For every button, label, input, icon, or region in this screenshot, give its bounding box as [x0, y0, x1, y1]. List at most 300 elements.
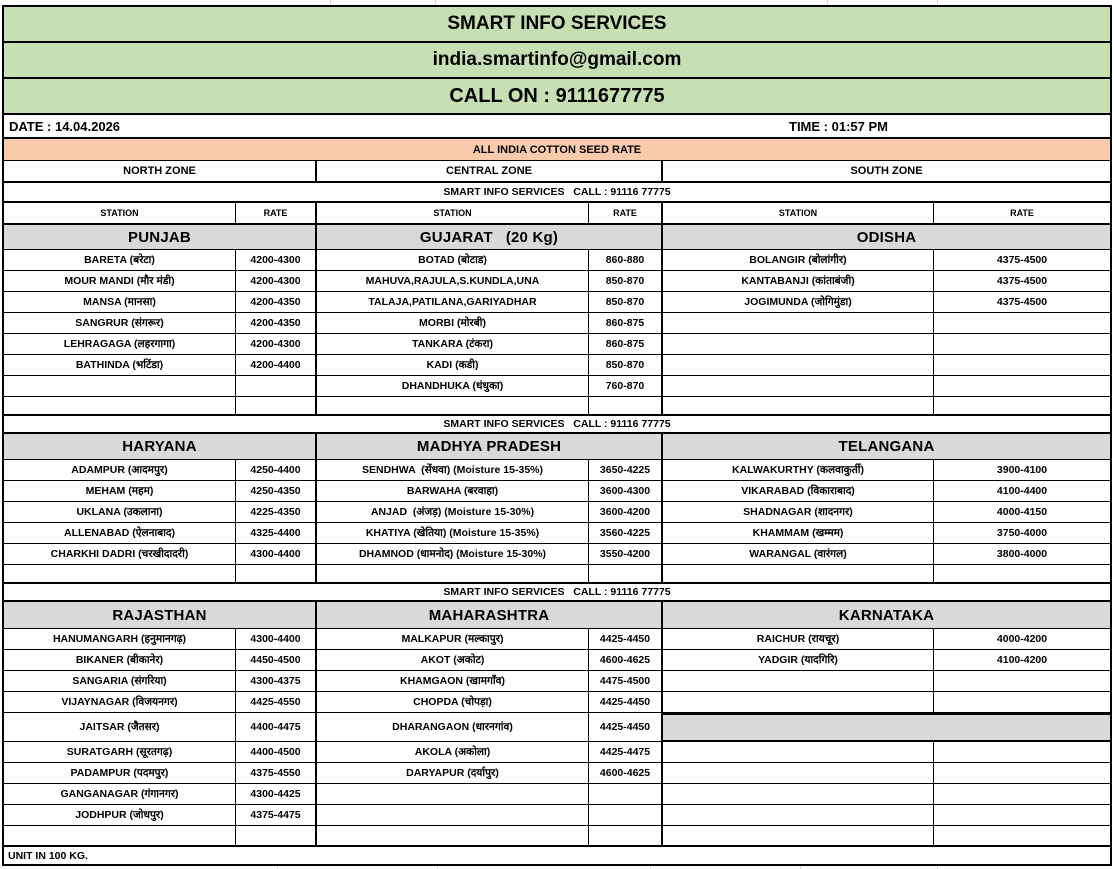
rate-value: 4450-4500 [250, 653, 301, 666]
rate-value: 860-875 [605, 337, 645, 350]
station-name: GANGANAGAR (गंगानगर) [60, 787, 179, 800]
rate-value: 4425-4450 [599, 632, 651, 645]
rate-cell [589, 376, 663, 397]
rate-cell [934, 826, 1110, 845]
station-name: WARANGAL (वारंगल) [749, 547, 847, 560]
station-name: KHAMGAON (खामगाँव) [400, 674, 505, 687]
station-cell [317, 805, 589, 826]
rate-value: 3600-4200 [599, 505, 651, 518]
rate-cell [236, 565, 317, 582]
station-header-label: STATION [778, 207, 818, 218]
rate-cell [589, 565, 663, 582]
rate-value: 4475-4500 [599, 674, 651, 687]
station-cell [4, 250, 236, 271]
rate-sheet-table [2, 5, 1112, 866]
station-name: KANTABANJI (कांताबंजी) [741, 274, 855, 287]
rate-cell [236, 629, 317, 650]
rate-cell [236, 313, 317, 334]
rates-grid-section-1 [4, 250, 1110, 414]
rate-column-header [589, 203, 663, 223]
rate-cell [589, 271, 663, 292]
rate-value: 4425-4475 [599, 745, 651, 758]
rate-value: 4375-4550 [250, 766, 301, 779]
station-name: MORBI (मोरबी) [419, 316, 486, 329]
station-cell [317, 544, 589, 565]
rate-value: 4200-4300 [250, 337, 301, 350]
rate-cell [934, 692, 1110, 713]
rate-cell [589, 671, 663, 692]
station-name: DHAMNOD (धामनोद) (Moisture 15-30%) [358, 547, 547, 560]
station-name: UKLANA (उकलाना) [76, 505, 163, 518]
rate-banner [4, 139, 1110, 161]
rate-value: 4425-4550 [250, 695, 301, 708]
rate-cell [934, 742, 1110, 763]
rate-value: 4300-4375 [250, 674, 301, 687]
rate-cell [236, 713, 317, 742]
station-cell [4, 397, 236, 414]
station-column-header [317, 203, 589, 223]
rate-cell [589, 334, 663, 355]
station-cell [317, 826, 589, 845]
station-cell [4, 805, 236, 826]
station-cell [663, 763, 934, 784]
state-label: HARYANA [122, 438, 197, 455]
rate-cell [934, 292, 1110, 313]
station-cell [4, 692, 236, 713]
rate-value: 4200-4300 [250, 253, 301, 266]
rate-value: 4325-4400 [250, 526, 301, 539]
rate-cell [934, 460, 1110, 481]
station-cell [4, 763, 236, 784]
rate-value: 760-870 [605, 379, 645, 392]
station-name: SENDHWA (सेंधवा) (Moisture 15-35%) [362, 463, 543, 476]
station-name: MANSA (मानसा) [83, 295, 156, 308]
station-name: TANKARA (टंकरा) [411, 337, 494, 350]
rate-value: 4200-4300 [250, 274, 301, 287]
rate-value: 4000-4200 [996, 632, 1048, 645]
rate-value: 850-870 [605, 274, 645, 287]
zone-header-north [4, 161, 317, 181]
station-cell [317, 742, 589, 763]
rate-value: 4400-4475 [250, 720, 301, 733]
rate-value: 3550-4200 [599, 547, 651, 560]
rate-header-label: RATE [1010, 207, 1034, 218]
state-header-maharashtra [317, 602, 663, 628]
state-header-row-2 [4, 434, 1110, 460]
rate-cell [589, 650, 663, 671]
station-cell [663, 629, 934, 650]
unit-note: UNIT IN 100 KG. [8, 849, 88, 862]
rates-grid-section-3 [4, 629, 1110, 845]
rate-cell [934, 502, 1110, 523]
rate-cell [934, 376, 1110, 397]
station-cell [663, 650, 934, 671]
rate-value: 860-880 [605, 253, 645, 266]
rate-cell [589, 355, 663, 376]
rate-value: 4600-4625 [599, 766, 651, 779]
time-label: TIME : 01:57 PM [789, 118, 888, 134]
station-name: SANGARIA (संगरिया) [72, 674, 167, 687]
rate-value: 3800-4000 [996, 547, 1048, 560]
station-cell [317, 376, 589, 397]
station-cell [663, 355, 934, 376]
station-cell [4, 784, 236, 805]
station-cell [317, 334, 589, 355]
state-header-telangana [663, 434, 1110, 459]
station-cell [663, 826, 934, 845]
station-cell [317, 565, 589, 582]
rate-cell [934, 629, 1110, 650]
station-cell [663, 313, 934, 334]
station-name: CHOPDA (चोपड़ा) [413, 695, 492, 708]
rate-value: 860-875 [605, 316, 645, 329]
zone-header-south [663, 161, 1110, 181]
station-cell [4, 671, 236, 692]
rate-value: 4375-4500 [996, 274, 1048, 287]
state-label: PUNJAB [128, 228, 191, 246]
rate-cell [589, 763, 663, 784]
rate-cell [589, 692, 663, 713]
station-name: CHARKHI DADRI (चरखीदादरी) [50, 547, 189, 560]
state-header-punjab [4, 225, 317, 249]
station-column-header [4, 203, 236, 223]
company-phone-row [4, 79, 1110, 115]
station-name: JAITSAR (जैतसर) [79, 720, 160, 733]
rate-cell [934, 671, 1110, 692]
station-cell [4, 629, 236, 650]
station-cell [663, 671, 934, 692]
rate-value: 3560-4225 [599, 526, 651, 539]
state-header-row-3 [4, 602, 1110, 629]
rate-value: 4225-4350 [250, 505, 301, 518]
rate-value: 850-870 [605, 358, 645, 371]
separator-row [4, 582, 1110, 602]
station-name: KHAMMAM (खम्मम) [752, 526, 844, 539]
rate-cell [934, 784, 1110, 805]
station-cell [663, 250, 934, 271]
rate-cell [934, 334, 1110, 355]
station-name: AKOT (अकोट) [420, 653, 485, 666]
separator-text: SMART INFO SERVICES CALL : 91116 77775 [443, 418, 671, 430]
station-cell [4, 355, 236, 376]
rate-cell [236, 763, 317, 784]
station-name: KHATIYA (खेतिया) (Moisture 15-35%) [365, 526, 540, 539]
station-cell [663, 292, 934, 313]
rate-cell [236, 742, 317, 763]
rate-cell [236, 376, 317, 397]
station-header-label: STATION [433, 207, 472, 218]
station-cell [4, 313, 236, 334]
rate-cell [589, 313, 663, 334]
rate-cell [589, 742, 663, 763]
station-cell [4, 481, 236, 502]
station-cell [317, 671, 589, 692]
date-label: DATE : 14.04.2026 [9, 118, 121, 134]
rate-cell [236, 460, 317, 481]
rate-cell [589, 481, 663, 502]
station-cell [4, 292, 236, 313]
station-name: YADGIR (यादगिरि) [758, 653, 838, 666]
state-header-row-1 [4, 225, 1110, 250]
station-name: MAHUVA,RAJULA,S.KUNDLA,UNA [365, 274, 540, 287]
station-cell [4, 271, 236, 292]
rate-value: 4375-4500 [996, 295, 1048, 308]
rate-cell [589, 523, 663, 544]
rate-cell [236, 355, 317, 376]
rate-cell [236, 544, 317, 565]
station-name: JOGIMUNDA (जोगिमुंडा) [744, 295, 852, 308]
station-name: TALAJA,PATILANA,GARIYADHAR [368, 295, 537, 308]
separator-row [4, 183, 1110, 203]
station-cell [663, 523, 934, 544]
station-cell [663, 805, 934, 826]
station-cell [317, 292, 589, 313]
station-cell [4, 334, 236, 355]
station-cell [4, 565, 236, 582]
rate-cell [589, 805, 663, 826]
rate-cell [236, 334, 317, 355]
unit-note-row [4, 845, 1110, 864]
station-cell [663, 502, 934, 523]
station-name: DHANDHUKA (धंधुका) [401, 379, 504, 392]
rate-cell [934, 565, 1110, 582]
rate-value: 3650-4225 [599, 463, 651, 476]
date-time-row [4, 115, 1110, 139]
state-header-madhya-pradesh [317, 434, 663, 459]
station-name: PADAMPUR (पदमपुर) [70, 766, 169, 779]
rate-value: 4200-4350 [250, 295, 301, 308]
station-name: DHARANGAON (धारनगांव) [392, 720, 513, 733]
station-name: BARETA (बरेटा) [84, 253, 155, 266]
rate-cell [934, 481, 1110, 502]
rate-value: 4200-4350 [250, 316, 301, 329]
station-name: SURATGARH (सूरतगढ़) [66, 745, 173, 758]
station-cell [317, 271, 589, 292]
station-name: BIKANER (बीकानेर) [75, 653, 164, 666]
separator-row [4, 414, 1110, 434]
rate-cell [236, 271, 317, 292]
rate-header-label: RATE [613, 207, 637, 218]
rate-cell [934, 397, 1110, 414]
station-cell [317, 763, 589, 784]
station-name: SHADNAGAR (शादनगर) [743, 505, 853, 518]
station-cell [317, 313, 589, 334]
rate-value: 4425-4450 [599, 720, 651, 733]
rate-value: 4300-4400 [250, 547, 301, 560]
state-label: GUJARAT (20 Kg) [419, 228, 559, 246]
rate-cell [589, 397, 663, 414]
station-cell [4, 376, 236, 397]
station-name: ANJAD (अंजड़) (Moisture 15-30%) [370, 505, 535, 518]
rate-banner-label: ALL INDIA COTTON SEED RATE [472, 143, 642, 156]
state-header-odisha [663, 225, 1110, 249]
rate-value: 3750-4000 [996, 526, 1048, 539]
rate-value: 4300-4425 [250, 787, 301, 800]
rate-cell [236, 502, 317, 523]
rate-cell [589, 713, 663, 742]
station-name: HANUMANGARH (हनुमानगढ़) [52, 632, 187, 645]
rate-cell [934, 250, 1110, 271]
station-cell [317, 692, 589, 713]
station-cell [317, 502, 589, 523]
rate-cell [934, 523, 1110, 544]
station-cell [4, 713, 236, 742]
rates-grid-section-2 [4, 460, 1110, 582]
station-cell [663, 397, 934, 414]
rate-value: 4100-4400 [996, 484, 1048, 497]
zone-header-central [317, 161, 663, 181]
rate-value: 4375-4500 [996, 253, 1048, 266]
station-name: ADAMPUR (आदमपुर) [71, 463, 168, 476]
rate-cell [236, 292, 317, 313]
rate-cell [589, 826, 663, 845]
rate-cell [589, 544, 663, 565]
rate-cell [236, 692, 317, 713]
station-name: MOUR MANDI (मौर मंडी) [64, 274, 175, 287]
rate-value: 850-870 [605, 295, 645, 308]
rate-cell [236, 650, 317, 671]
station-cell [663, 460, 934, 481]
station-name: DARYAPUR (दर्यापुर) [406, 766, 499, 779]
company-email-row [4, 43, 1110, 79]
state-label: MAHARASHTRA [428, 606, 550, 624]
station-name: BOLANGIR (बोलांगीर) [749, 253, 847, 266]
rate-column-header [934, 203, 1110, 223]
rate-value: 4200-4400 [250, 358, 301, 371]
rate-value: 4000-4150 [996, 505, 1048, 518]
station-cell [317, 460, 589, 481]
rate-value: 4600-4625 [599, 653, 651, 666]
station-cell [663, 565, 934, 582]
station-cell [317, 650, 589, 671]
zone-central-label: CENTRAL ZONE [446, 164, 532, 177]
station-header-label: STATION [100, 207, 139, 218]
station-name: MALKAPUR (मल्कापुर) [401, 632, 504, 645]
rate-cell [236, 671, 317, 692]
rate-cell [236, 784, 317, 805]
shaded-empty-band [663, 713, 1110, 742]
rate-value: 3900-4100 [996, 463, 1048, 476]
station-cell [663, 742, 934, 763]
rate-cell [589, 784, 663, 805]
state-label: RAJASTHAN [112, 606, 207, 624]
station-name: BOTAD (बोटाड) [418, 253, 487, 266]
rate-cell [589, 250, 663, 271]
rate-cell [236, 826, 317, 845]
station-cell [4, 544, 236, 565]
station-cell [317, 523, 589, 544]
station-cell [4, 650, 236, 671]
station-cell [4, 826, 236, 845]
zone-header-row [4, 161, 1110, 183]
zone-north-label: NORTH ZONE [123, 164, 196, 177]
rate-cell [589, 460, 663, 481]
company-email: india.smartinfo@gmail.com [432, 49, 682, 70]
rate-cell [934, 763, 1110, 784]
station-cell [317, 481, 589, 502]
company-title-row [4, 7, 1110, 43]
rate-cell [236, 805, 317, 826]
station-cell [663, 544, 934, 565]
rate-value: 4300-4400 [250, 632, 301, 645]
rate-value: 4250-4400 [250, 463, 301, 476]
station-cell [663, 692, 934, 713]
rate-cell [934, 313, 1110, 334]
state-header-gujarat [317, 225, 663, 249]
rate-value: 4250-4350 [250, 484, 301, 497]
separator-text: SMART INFO SERVICES CALL : 91116 77775 [443, 186, 671, 198]
station-name: RAICHUR (रायचूर) [756, 632, 840, 645]
station-cell [317, 250, 589, 271]
station-name: SANGRUR (संगरूर) [75, 316, 164, 329]
station-name: BATHINDA (भटिंडा) [75, 358, 164, 371]
rate-cell [934, 805, 1110, 826]
state-label: TELANGANA [838, 438, 935, 455]
station-cell [663, 271, 934, 292]
rate-cell [934, 271, 1110, 292]
station-name: JODHPUR (जोधपुर) [75, 808, 164, 821]
station-cell [4, 502, 236, 523]
rate-column-header [236, 203, 317, 223]
station-column-header [663, 203, 934, 223]
state-label: MADHYA PRADESH [416, 438, 562, 455]
state-label: ODISHA [856, 228, 917, 246]
station-cell [663, 784, 934, 805]
company-title: SMART INFO SERVICES [447, 13, 667, 34]
station-cell [4, 523, 236, 544]
station-cell [663, 376, 934, 397]
station-name: AKOLA (अकोला) [414, 745, 491, 758]
state-label: KARNATAKA [838, 606, 935, 624]
rate-cell [589, 629, 663, 650]
station-cell [663, 481, 934, 502]
rate-cell [589, 502, 663, 523]
rate-cell [934, 355, 1110, 376]
station-cell [317, 713, 589, 742]
station-cell [4, 742, 236, 763]
station-name: VIKARABAD (विकाराबाद) [741, 484, 855, 497]
rate-cell [934, 650, 1110, 671]
column-header-row [4, 203, 1110, 225]
rate-value: 4400-4500 [250, 745, 301, 758]
rate-cell [236, 481, 317, 502]
station-cell [663, 334, 934, 355]
zone-south-label: SOUTH ZONE [850, 164, 923, 177]
rate-cell [589, 292, 663, 313]
station-name: MEHAM (महम) [85, 484, 154, 497]
station-name: VIJAYNAGAR (विजयनगर) [61, 695, 178, 708]
station-cell [4, 460, 236, 481]
state-header-haryana [4, 434, 317, 459]
rate-cell [236, 523, 317, 544]
station-cell [317, 355, 589, 376]
rate-cell [236, 397, 317, 414]
station-name: KALWAKURTHY (कलवाकुर्ती) [732, 463, 864, 476]
rate-header-label: RATE [263, 207, 288, 218]
state-header-rajasthan [4, 602, 317, 628]
station-name: BARWAHA (बरवाहा) [406, 484, 499, 497]
rate-cell [934, 544, 1110, 565]
rate-value: 4375-4475 [250, 808, 301, 821]
station-cell [317, 397, 589, 414]
rate-value: 3600-4300 [599, 484, 651, 497]
rate-value: 4100-4200 [996, 653, 1048, 666]
separator-text: SMART INFO SERVICES CALL : 91116 77775 [443, 586, 671, 598]
station-cell [317, 784, 589, 805]
station-cell [317, 629, 589, 650]
station-name: KADI (कडी) [426, 358, 479, 371]
rate-cell [236, 250, 317, 271]
